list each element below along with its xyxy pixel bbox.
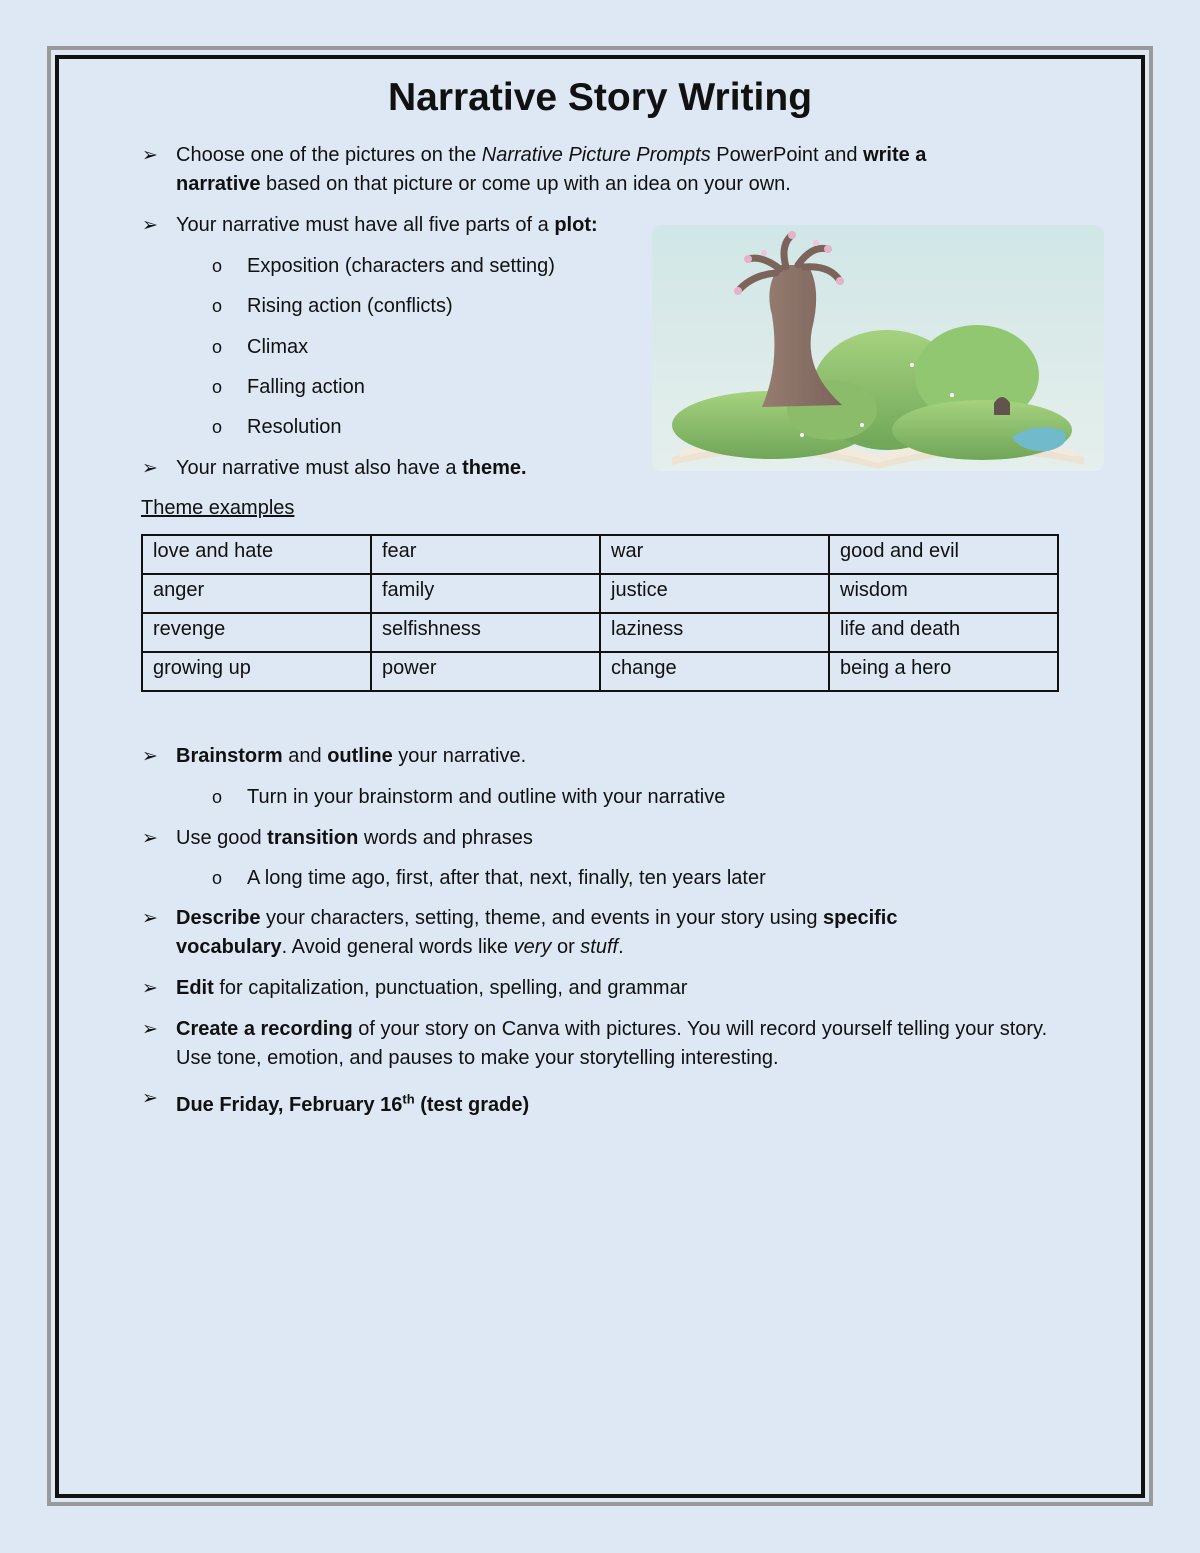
plot-item-resolution: o Resolution	[212, 413, 342, 442]
table-cell: life and death	[829, 613, 1058, 652]
bullet-recording	[142, 1015, 1060, 1073]
sub-item-transition-examples: o A long time ago, first, after that, next, finally, ten years later	[212, 864, 766, 893]
table-cell: growing up	[142, 652, 371, 691]
bullet-brainstorm	[142, 742, 1022, 771]
arrow-bullet-icon: ➢	[142, 1088, 158, 1109]
plot-item-exposition: o Exposition (characters and setting)	[212, 252, 555, 281]
table-cell: laziness	[600, 613, 829, 652]
table-cell: love and hate	[142, 535, 371, 574]
table-row	[142, 535, 1058, 574]
bullet-text: Describe your characters, setting, theme, and events in your story using specific vocabulary. Avoid general words like very or stuff.	[176, 907, 898, 958]
arrow-bullet-icon: ➢	[142, 828, 158, 849]
bullet-text: Your narrative must have all five parts of a plot:	[176, 214, 598, 236]
table-cell: war	[600, 535, 829, 574]
plot-item-climax: o Climax	[212, 333, 308, 362]
table-cell: being a hero	[829, 652, 1058, 691]
theme-examples-heading: Theme examples	[141, 497, 295, 519]
table-cell: anger	[142, 574, 371, 613]
circle-bullet-icon: o	[212, 337, 223, 357]
table-cell: selfishness	[371, 613, 600, 652]
storybook-tree-illustration	[652, 225, 1104, 471]
table-cell: wisdom	[829, 574, 1058, 613]
bullet-plot	[142, 211, 662, 240]
table-row	[142, 574, 1058, 613]
bullet-text: Use good transition words and phrases	[176, 827, 533, 849]
bullet-text: Create a recording of your story on Canva with pictures. You will record yourself telling your story. Use tone, emotion, and pauses to make your storytelling interesting.	[176, 1018, 1048, 1069]
table-cell: revenge	[142, 613, 371, 652]
bullet-text: Choose one of the pictures on the Narrative Picture Prompts PowerPoint and write a narrative based on that picture or come up with an idea on your own.	[176, 144, 927, 195]
arrow-bullet-icon: ➢	[142, 458, 158, 479]
bullet-theme	[142, 454, 642, 483]
circle-bullet-icon: o	[212, 787, 223, 807]
arrow-bullet-icon: ➢	[142, 908, 158, 929]
sub-item-turn-in: o Turn in your brainstorm and outline with your narrative	[212, 783, 725, 812]
bullet-describe	[142, 904, 962, 962]
table-row	[142, 613, 1058, 652]
table-cell: fear	[371, 535, 600, 574]
bullet-choose-picture	[142, 141, 1022, 199]
circle-bullet-icon: o	[212, 377, 223, 397]
table-cell: family	[371, 574, 600, 613]
circle-bullet-icon: o	[212, 868, 223, 888]
table-cell: good and evil	[829, 535, 1058, 574]
table-cell: power	[371, 652, 600, 691]
bullet-text: Edit for capitalization, punctuation, spelling, and grammar	[176, 977, 688, 999]
bullet-due-date	[142, 1084, 1022, 1120]
page-title: Narrative Story Writing	[387, 76, 813, 119]
bullet-edit	[142, 974, 1022, 1003]
arrow-bullet-icon: ➢	[142, 145, 158, 166]
arrow-bullet-icon: ➢	[142, 746, 158, 767]
bullet-transition	[142, 824, 1022, 853]
bullet-text: Brainstorm and outline your narrative.	[176, 745, 527, 767]
theme-examples-table	[141, 534, 1059, 692]
table-row	[142, 652, 1058, 691]
plot-item-falling-action: o Falling action	[212, 373, 365, 402]
circle-bullet-icon: o	[212, 256, 223, 276]
circle-bullet-icon: o	[212, 296, 223, 316]
circle-bullet-icon: o	[212, 417, 223, 437]
arrow-bullet-icon: ➢	[142, 978, 158, 999]
bullet-text: Due Friday, February 16th (test grade)	[176, 1091, 530, 1116]
table-cell: justice	[600, 574, 829, 613]
bullet-text: Your narrative must also have a theme.	[176, 457, 527, 479]
arrow-bullet-icon: ➢	[142, 215, 158, 236]
arrow-bullet-icon: ➢	[142, 1019, 158, 1040]
plot-item-rising-action: o Rising action (conflicts)	[212, 292, 453, 321]
table-cell: change	[600, 652, 829, 691]
